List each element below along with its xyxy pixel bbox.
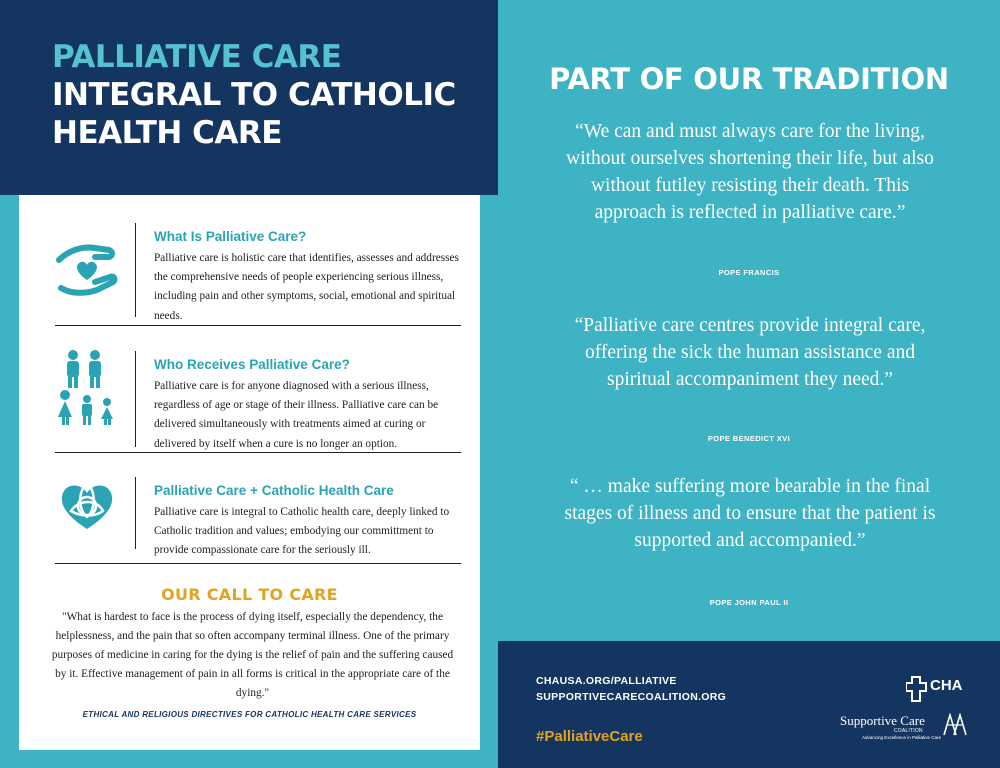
quote-author-francis: POPE FRANCIS	[718, 268, 780, 277]
section-divider	[135, 223, 136, 317]
cha-logo-text: CHA	[930, 677, 963, 694]
left-header	[0, 0, 498, 195]
heart-knot-icon	[55, 471, 119, 535]
title-line-3: HEALTH CARE	[52, 115, 282, 151]
link-supportive-care[interactable]: SUPPORTIVECARECOALITION.ORG	[536, 691, 727, 703]
quote-francis: “We can and must always care for the living, without ourselves shortening their life, but also without futiley resisting their death. This approach is reflected in palliative care.”	[566, 121, 934, 223]
section-body: Palliative care is integral to Catholic health care, deeply linked to Catholic tradition and values; embodying our committment to provide compassionate care for the seriously ill.	[154, 506, 450, 557]
call-to-care-title: OUR CALL TO CARE	[161, 585, 338, 604]
call-to-care-quote: "What is hardest to face is the process of dying itself, especially the dependency, the helplessness, and the pain that so often accompany terminal illness. One of the primary purposes of medicine in caring for the dying is the relief of pain and the suffering caused by it. Effective management of pain in all forms is critical in the appropriate care of the dying."	[51, 611, 454, 699]
family-icon	[55, 349, 119, 431]
link-chausa[interactable]: CHAUSA.ORG/PALLIATIVE	[536, 675, 677, 687]
horizontal-rule	[55, 452, 461, 453]
scc-logo-sub: COALITION	[894, 728, 923, 734]
section-text	[154, 229, 459, 326]
horizontal-rule	[55, 325, 461, 326]
section-divider	[135, 477, 136, 549]
section-divider	[135, 351, 136, 447]
quote-author-benedict: POPE BENEDICT XVI	[707, 434, 791, 443]
title-line-1: PALLIATIVE CARE	[52, 39, 342, 75]
title-line-2: INTEGRAL TO CATHOLIC	[52, 77, 456, 113]
scc-logo-tagline: Advancing Excellence in Palliative Care	[862, 735, 942, 740]
hashtag: #PalliativeCare	[536, 728, 643, 745]
tradition-title: PART OF OUR TRADITION	[549, 62, 949, 96]
info-card	[19, 195, 480, 750]
call-to-care-source: ETHICAL AND RELIGIOUS DIRECTIVES FOR CATHOLIC HEALTH CARE SERVICES	[82, 710, 417, 719]
footer	[498, 641, 1000, 768]
quote-john-paul: “ … make suffering more bearable in the final stages of illness and to ensure that the patient is supported and accompanied.”	[564, 476, 936, 551]
section-text	[154, 357, 459, 454]
section-heading: Palliative Care + Catholic Health Care	[154, 483, 394, 498]
scc-logo-mark-icon	[942, 713, 968, 737]
section-body: Palliative care is for anyone diagnosed with a serious illness, regardless of age or stage of their illness. Palliative care can be delivered simultaneously with treatments aimed at curing or delivered by itself when a cure is no longer an option.	[154, 380, 439, 450]
quote-benedict: “Palliative care centres provide integral care, offering the sick the human assistance and spiritual accompaniment they need.”	[574, 315, 926, 390]
section-body: Palliative care is holistic care that identifies, assesses and addresses the comprehensive needs of people experiencing serious illness, including pain and other symptoms, social, emotional and spiritual needs.	[154, 252, 459, 322]
section-heading: Who Receives Palliative Care?	[154, 357, 350, 372]
section-heading: What Is Palliative Care?	[154, 229, 307, 244]
horizontal-rule	[55, 563, 461, 564]
section-text	[154, 483, 459, 561]
quote-author-john-paul: POPE JOHN PAUL II	[709, 598, 789, 607]
hands-heart-icon	[55, 232, 119, 296]
scc-logo-name: Supportive Care	[840, 713, 925, 728]
